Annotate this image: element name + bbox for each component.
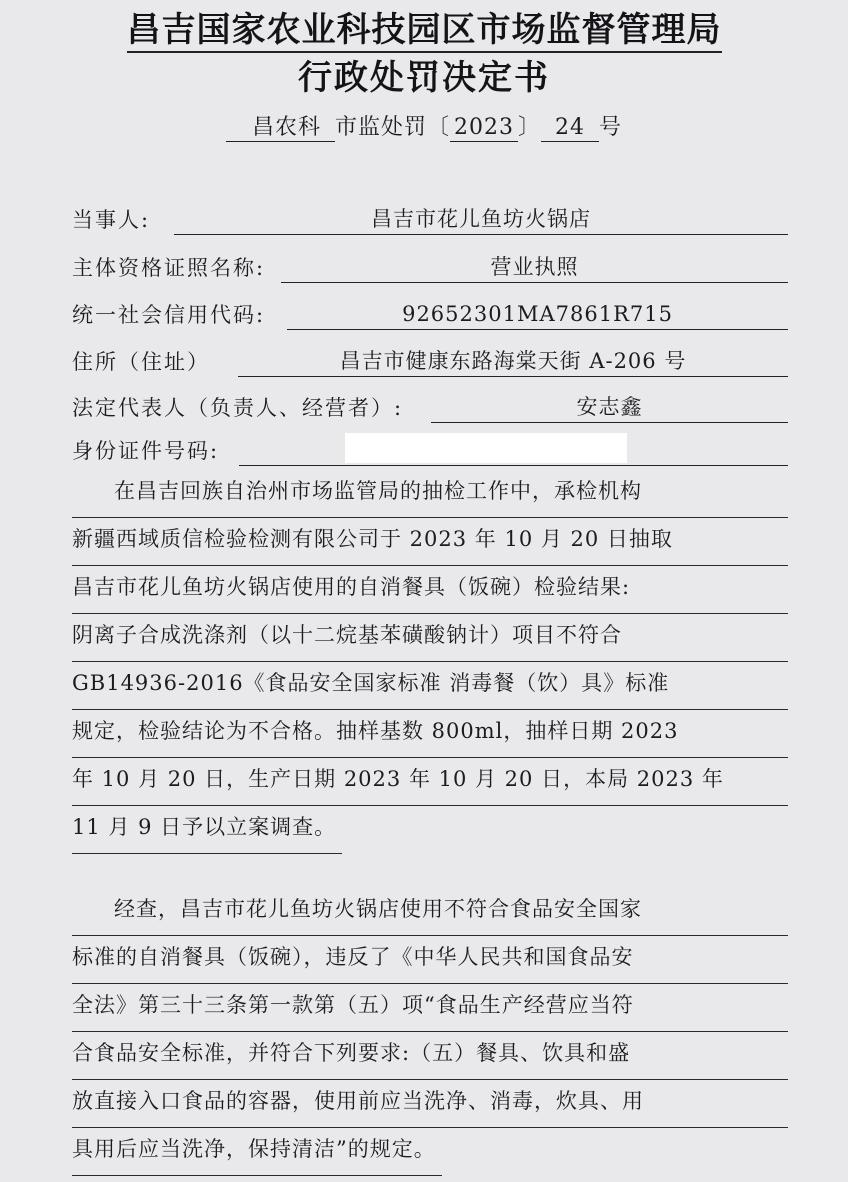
paragraph-line: 阴离子合成洗涤剂（以十二烷基苯磺酸钠计）项目不符合 [72,614,788,662]
paragraph-line: 11 月 9 日予以立案调查。 [72,806,342,854]
paragraph-line: 标准的自消餐具（饭碗），违反了《中华人民共和国食品安 [72,936,788,984]
doc-no-year: 2023 [450,115,518,142]
paragraph-line: GB14936-2016《食品安全国家标准 消毒餐（饮）具》标准 [72,662,788,710]
paragraph-findings [72,470,788,854]
document-number [0,110,848,142]
field-value: 营业执照 [281,252,788,283]
field-credit-code [72,292,788,330]
paragraph-line: 新疆西域质信检验检测有限公司于 2023 年 10 月 20 日抽取 [72,518,788,566]
field-label: 住所（住址） [72,350,210,374]
doc-no-prefix: 昌农科 [226,115,335,142]
field-value: 92652301MA7861R715 [287,299,788,330]
doc-no-number: 24 [541,115,599,142]
paragraph-line: 在昌吉回族自治州市场监管局的抽检工作中，承检机构 [72,470,788,518]
paragraph-line: 具用后应当洗净，保持清洁”的规定。 [72,1128,442,1176]
paragraph-line: 规定，检验结论为不合格。抽样基数 800ml，抽样日期 2023 [72,710,788,758]
doc-no-close: 〕 [518,115,542,140]
field-party [72,197,788,235]
field-value [239,465,788,466]
field-value: 昌吉市健康东路海棠天街 A-206 号 [238,346,788,377]
field-label: 统一社会信用代码: [72,303,266,327]
issuing-authority-title: 昌吉国家农业科技园区市场监督管理局 [0,2,848,51]
field-label: 法定代表人（负责人、经营者）: [72,396,404,420]
redaction-box [345,433,627,463]
field-value: 安志鑫 [431,392,788,423]
paragraph-line: 放直接入口食品的容器，使用前应当洗净、消毒，炊具、用 [72,1080,788,1128]
paragraph-line: 昌吉市花儿鱼坊火锅店使用的自消餐具（饭碗）检验结果: [72,566,788,614]
field-label: 主体资格证照名称: [72,256,266,280]
paragraph-line: 年 10 月 20 日，生产日期 2023 年 10 月 20 日，本局 2023 年 [72,758,788,806]
field-address [72,339,788,377]
field-label: 当事人: [72,208,151,232]
document-type-title: 行政处罚决定书 [298,58,550,98]
paragraph-line: 经查，昌吉市花儿鱼坊火锅店使用不符合食品安全国家 [72,888,788,936]
field-value: 昌吉市花儿鱼坊火锅店 [174,204,788,235]
field-license-name [72,245,788,283]
field-legal-representative [72,385,788,423]
paragraph-line: 全法》第三十三条第一款第（五）项“食品生产经营应当符 [72,984,788,1032]
paragraph-investigation [72,888,788,1176]
doc-no-middle: 市监处罚〔 [334,115,450,140]
paragraph-line: 合食品安全标准，并符合下列要求:（五）餐具、饮具和盛 [72,1032,788,1080]
doc-no-suffix: 号 [599,115,623,140]
field-label: 身份证件号码: [72,439,220,463]
